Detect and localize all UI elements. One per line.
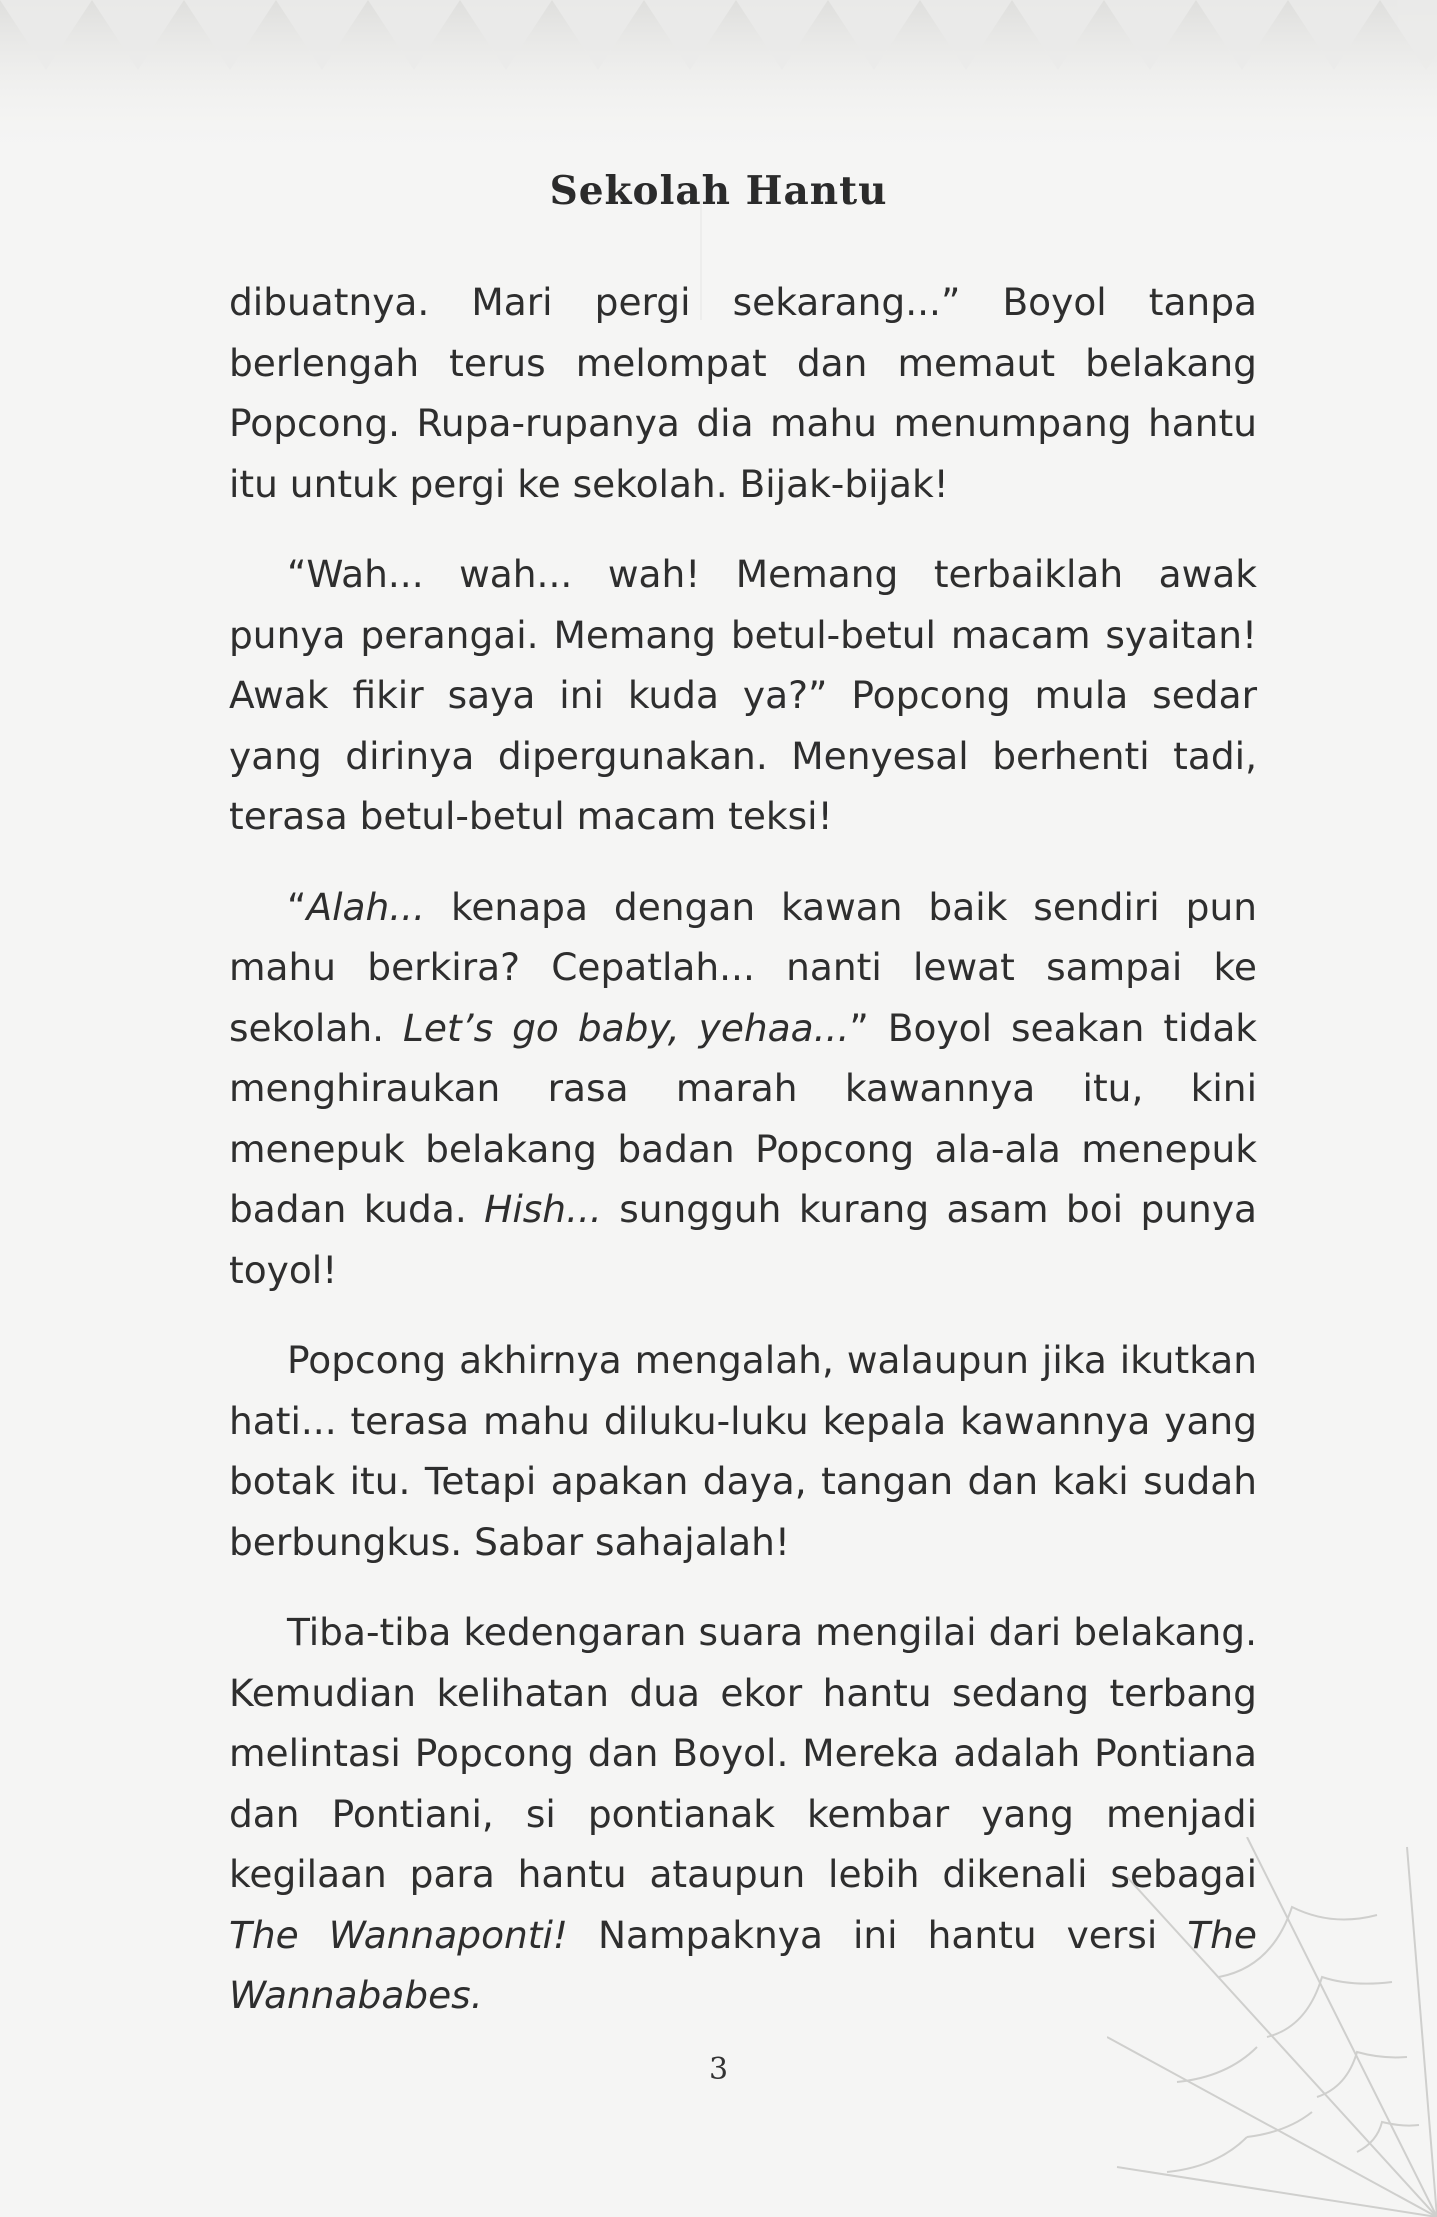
paragraph-4 xyxy=(229,1330,1257,1572)
italic-text: Alah... xyxy=(306,884,426,929)
body-text xyxy=(229,272,1257,2056)
text-segment: ” Boyol seakan tidak menghiraukan rasa marah kawannya itu, kini menepuk belakang badan Popcong ala-ala menepuk badan kuda. xyxy=(229,1005,1258,1231)
text-segment: sungguh kurang asam boi punya toyol! xyxy=(229,1187,1257,1292)
running-header: Sekolah Hantu xyxy=(549,168,888,214)
italic-text: The Wannababes. xyxy=(229,1912,1257,2017)
decorative-top-pattern xyxy=(0,0,1437,160)
italic-text: Let’s go baby, yehaa... xyxy=(403,1005,850,1050)
italic-text: The Wannaponti! xyxy=(229,1912,568,1957)
paragraph-2 xyxy=(229,544,1257,847)
text-segment: Nampaknya ini hantu versi xyxy=(567,1912,1188,1957)
paragraph-1 xyxy=(229,272,1257,514)
paragraph-3 xyxy=(229,877,1257,1301)
paragraph-5 xyxy=(229,1602,1257,2026)
text-segment: Tiba-tiba kedengaran suara mengilai dari belakang. Kemudian kelihatan dua ekor hantu sedang terbang melintasi Popcong dan Boyol. Mereka adalah Pontiana dan Pontiani, si pontianak kembar yang menjadi kegilaan para hantu ataupun lebih dikenali sebagai xyxy=(229,1610,1257,1896)
text-segment: dibuatnya. Mari pergi sekarang...” Boyol tanpa berlengah terus melompat dan memaut belakang Popcong. Rupa-rupanya dia mahu menumpang hantu itu untuk pergi ke sekolah. Bijak-bijak! xyxy=(229,280,1257,506)
text-segment: “ xyxy=(287,884,307,929)
text-segment: kenapa dengan kawan baik sendiri pun mahu berkira? Cepatlah... nanti lewat sampai ke sekolah. xyxy=(229,884,1257,1050)
page-number: 3 xyxy=(708,2052,729,2087)
text-segment: Popcong akhirnya mengalah, walaupun jika ikutkan hati... terasa mahu diluku-luku kepala kawannya yang botak itu. Tetapi apakan daya, tangan dan kaki sudah berbungkus. Sabar sahajalah! xyxy=(229,1338,1257,1564)
text-segment: “Wah... wah... wah! Memang terbaiklah awak punya perangai. Memang betul-betul macam syaitan! Awak fikir saya ini kuda ya?” Popcong mula sedar yang dirinya dipergunakan. Menyesal berhenti tadi, terasa betul-betul macam teksi! xyxy=(229,552,1257,838)
italic-text: Hish... xyxy=(484,1187,602,1231)
